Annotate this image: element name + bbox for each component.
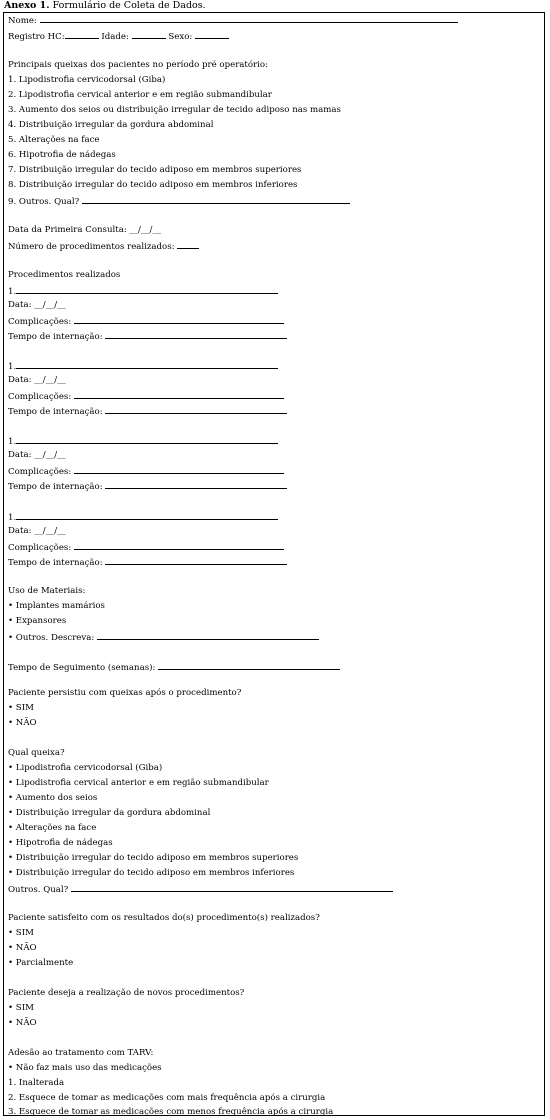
- procedimento-row: [8, 285, 278, 298]
- tempo-internacao-field[interactable]: [105, 330, 287, 339]
- tarv-option[interactable]: 1. Inalterada: [8, 1078, 65, 1088]
- tempo-internacao-field[interactable]: [105, 405, 287, 414]
- seguimento-row: [8, 661, 340, 674]
- tempo-internacao-field[interactable]: [105, 556, 287, 565]
- qual-queixa-option[interactable]: • Lipodistrofia cervical anterior e em região submandibular: [8, 778, 269, 788]
- qual-queixa-heading: Qual queixa?: [8, 748, 65, 758]
- satisfeito-question: Paciente satisfeito com os resultados do(s) procedimento(s) realizados?: [8, 913, 320, 923]
- material-outros-label[interactable]: • Outros. Descreva:: [8, 633, 95, 643]
- primeira-consulta[interactable]: Data da Primeira Consulta: __/__/__: [8, 225, 162, 235]
- qual-queixa-option[interactable]: • Distribuição irregular do tecido adiposo em membros inferiores: [8, 868, 295, 878]
- procedimento-field[interactable]: [16, 511, 278, 520]
- queixa-outros-label: 9. Outros. Qual?: [8, 197, 80, 207]
- satisfeito-option[interactable]: • Parcialmente: [8, 958, 74, 968]
- material-outros-field[interactable]: [97, 631, 319, 640]
- complicacoes-field[interactable]: [74, 541, 284, 550]
- queixa-item: 6. Hipotrofia de nádegas: [8, 150, 116, 160]
- procedimento-data[interactable]: Data: __/__/__: [8, 300, 66, 310]
- queixa-item: 7. Distribuição irregular do tecido adiposo em membros superiores: [8, 165, 302, 175]
- procedimento-data[interactable]: Data: __/__/__: [8, 375, 66, 385]
- persistiu-question: Paciente persistiu com queixas após o procedimento?: [8, 688, 242, 698]
- procedimento-number: 1.: [8, 513, 17, 523]
- qual-queixa-option[interactable]: • Aumento dos seios: [8, 793, 98, 803]
- caption-title: Formulário de Coleta de Dados.: [52, 0, 206, 11]
- procedimento-data[interactable]: Data: __/__/__: [8, 450, 66, 460]
- qual-queixa-outros-row: [8, 883, 393, 896]
- queixa-item: 3. Aumento dos seios ou distribuição irregular de tecido adiposo nas mamas: [8, 105, 341, 115]
- procedimento-number: 1.: [8, 362, 17, 372]
- queixas-heading: Principais queixas dos pacientes no período pré operatório:: [8, 60, 268, 70]
- qual-queixa-option[interactable]: • Distribuição irregular do tecido adiposo em membros superiores: [8, 853, 299, 863]
- procedimento-field[interactable]: [16, 285, 278, 294]
- procedimento-number: 1.: [8, 437, 17, 447]
- numero-procedimentos-row: [8, 240, 199, 253]
- qual-queixa-option[interactable]: • Alterações na face: [8, 823, 97, 833]
- sexo-label: Sexo:: [168, 32, 193, 42]
- nome-row: [8, 14, 458, 27]
- complicacoes-label: Complicações:: [8, 392, 72, 402]
- tarv-option[interactable]: 2. Esquece de tomar as medicações com mais frequência após a cirurgia: [8, 1093, 326, 1103]
- registro-row: [8, 30, 229, 43]
- qual-queixa-option[interactable]: • Distribuição irregular da gordura abdominal: [8, 808, 211, 818]
- nome-field[interactable]: [40, 14, 458, 23]
- complicacoes-row: [8, 465, 284, 478]
- tempo-internacao-field[interactable]: [105, 480, 287, 489]
- nome-label: Nome:: [8, 16, 37, 26]
- material-option[interactable]: • Implantes mamários: [8, 601, 105, 611]
- idade-field[interactable]: [132, 30, 166, 39]
- tempo-internacao-row: [8, 480, 287, 493]
- tarv-heading: Adesão ao tratamento com TARV:: [8, 1048, 154, 1058]
- tarv-option[interactable]: 3. Esquece de tomar as medicações com menos frequência após a cirurgia: [8, 1107, 334, 1117]
- queixa-item: 1. Lipodistrofia cervicodorsal (Giba): [8, 75, 166, 85]
- queixa-outros-field[interactable]: [82, 195, 350, 204]
- complicacoes-label: Complicações:: [8, 317, 72, 327]
- novos-option[interactable]: • SIM: [8, 1003, 34, 1013]
- registro-field[interactable]: [65, 30, 99, 39]
- complicacoes-row: [8, 541, 284, 554]
- material-outros-row: [8, 631, 319, 644]
- queixa-outros-row: [8, 195, 350, 208]
- queixa-item: 2. Lipodistrofia cervical anterior e em região submandibular: [8, 90, 272, 100]
- procedimento-field[interactable]: [16, 360, 278, 369]
- tempo-internacao-label: Tempo de internação:: [8, 332, 103, 342]
- complicacoes-label: Complicações:: [8, 467, 72, 477]
- tempo-internacao-label: Tempo de internação:: [8, 407, 103, 417]
- satisfeito-option[interactable]: • NÃO: [8, 943, 37, 953]
- procedimento-row: [8, 435, 278, 448]
- procedimento-number: 1.: [8, 287, 17, 297]
- procedimentos-heading: Procedimentos realizados: [8, 270, 121, 280]
- procedimento-data[interactable]: Data: __/__/__: [8, 526, 66, 536]
- qual-queixa-option[interactable]: • Lipodistrofia cervicodorsal (Giba): [8, 763, 163, 773]
- numero-procedimentos-label: Número de procedimentos realizados:: [8, 242, 175, 252]
- complicacoes-field[interactable]: [74, 465, 284, 474]
- queixa-item: 5. Alterações na face: [8, 135, 100, 145]
- tempo-internacao-row: [8, 405, 287, 418]
- tempo-internacao-row: [8, 330, 287, 343]
- caption-label: Anexo 1.: [4, 0, 50, 11]
- persistiu-option[interactable]: • NÃO: [8, 718, 37, 728]
- registro-label: Registro HC:: [8, 32, 65, 42]
- seguimento-field[interactable]: [158, 661, 340, 670]
- procedimento-field[interactable]: [16, 435, 278, 444]
- complicacoes-row: [8, 315, 284, 328]
- tempo-internacao-row: [8, 556, 287, 569]
- queixa-item: 8. Distribuição irregular do tecido adiposo em membros inferiores: [8, 180, 298, 190]
- satisfeito-option[interactable]: • SIM: [8, 928, 34, 938]
- procedimento-row: [8, 360, 278, 373]
- complicacoes-row: [8, 390, 284, 403]
- procedimento-row: [8, 511, 278, 524]
- materiais-heading: Uso de Materiais:: [8, 586, 86, 596]
- novos-question: Paciente deseja a realização de novos procedimentos?: [8, 988, 245, 998]
- idade-label: Idade:: [101, 32, 129, 42]
- figure-caption: [4, 0, 206, 12]
- persistiu-option[interactable]: • SIM: [8, 703, 34, 713]
- sexo-field[interactable]: [195, 30, 229, 39]
- tarv-option[interactable]: • Não faz mais uso das medicações: [8, 1063, 162, 1073]
- novos-option[interactable]: • NÃO: [8, 1018, 37, 1028]
- seguimento-label: Tempo de Seguimento (semanas):: [8, 663, 156, 673]
- complicacoes-label: Complicações:: [8, 543, 72, 553]
- qual-queixa-option[interactable]: • Hipotrofia de nádegas: [8, 838, 113, 848]
- complicacoes-field[interactable]: [74, 315, 284, 324]
- tempo-internacao-label: Tempo de internação:: [8, 558, 103, 568]
- qual-queixa-outros-label: Outros. Qual?: [8, 885, 69, 895]
- queixa-item: 4. Distribuição irregular da gordura abdominal: [8, 120, 214, 130]
- qual-queixa-outros-field[interactable]: [71, 883, 393, 892]
- material-option[interactable]: • Expansores: [8, 616, 67, 626]
- numero-procedimentos-field[interactable]: [177, 240, 199, 249]
- complicacoes-field[interactable]: [74, 390, 284, 399]
- tempo-internacao-label: Tempo de internação:: [8, 482, 103, 492]
